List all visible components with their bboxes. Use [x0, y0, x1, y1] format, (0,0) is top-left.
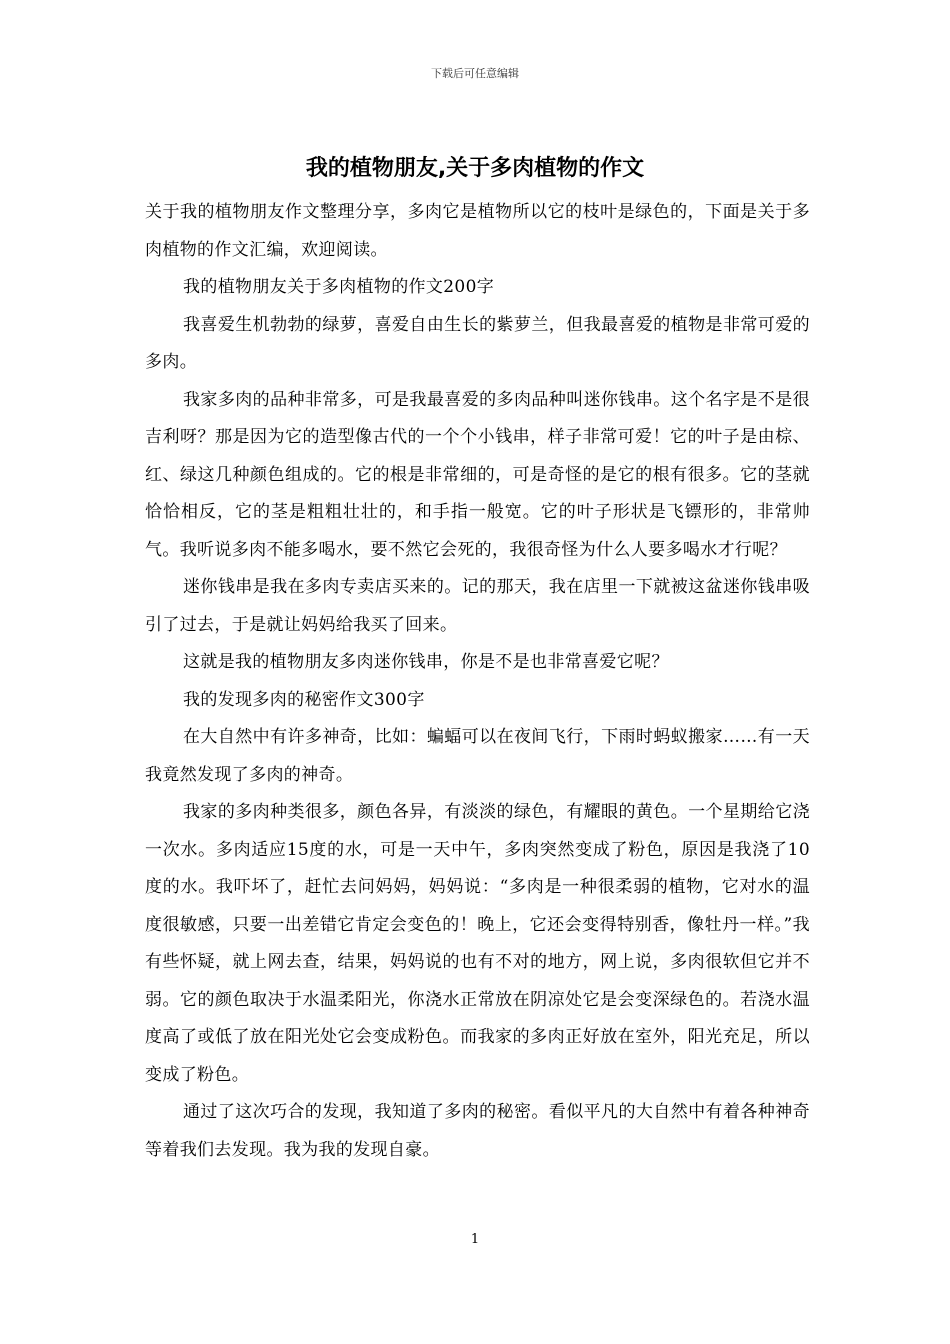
- paragraph: 通过了这次巧合的发现，我知道了多肉的秘密。看似平凡的大自然中有着各种神奇等着我们去发现。我为我的发现自豪。: [145, 1102, 810, 1160]
- section-heading-200: 我的植物朋友关于多肉植物的作文200字: [183, 277, 495, 297]
- paragraph: 迷你钱串是我在多肉专卖店买来的。记的那天，我在店里一下就被这盆迷你钱串吸引了过去，于是就让妈妈给我买了回来。: [145, 577, 810, 635]
- page-header: 下载后可任意编辑: [431, 67, 519, 80]
- paragraph: 我家的多肉种类很多，颜色各异，有淡淡的绿色，有耀眼的黄色。一个星期给它浇一次水。多肉适应15度的水，可是一天中午，多肉突然变成了粉色，原因是我浇了10度的水。我吓坏了，赶忙去问妈妈，妈妈说：“多肉是一种很柔弱的植物，它对水的温度很敏感，只要一出差错它肯定会变色的！晚上，它还会变得特别香，像牡丹一样。”我有些怀疑，就上网去查，结果，妈妈说的也有不对的地方，网上说，多肉很软但它并不弱。它的颜色取决于水温柔阳光，你浇水正常放在阴凉处它是会变深绿色的。若浇水温度高了或低了放在阳光处它会变成粉色。而我家的多肉正好放在室外，阳光充足，所以变成了粉色。: [145, 802, 810, 1085]
- document-title: 我的植物朋友,关于多肉植物的作文: [305, 156, 645, 181]
- page-number: 1: [470, 1232, 480, 1247]
- paragraph: 我家多肉的品种非常多，可是我最喜爱的多肉品种叫迷你钱串。这个名字是不是很吉利呀？那是因为它的造型像古代的一个个小钱串，样子非常可爱！它的叶子是由棕、红、绿这几种颜色组成的。它的根是非常细的，可是奇怪的是它的根有很多。它的茎就恰恰相反，它的茎是粗粗壮壮的，和手指一般宽。它的叶子形状是飞镖形的，非常帅气。我听说多肉不能多喝水，要不然它会死的，我很奇怪为什么人要多喝水才行呢？: [145, 389, 810, 560]
- document-body: [145, 194, 810, 1169]
- paragraph: 这就是我的植物朋友多肉迷你钱串，你是不是也非常喜爱它呢？: [183, 652, 669, 672]
- section-heading-300: 我的发现多肉的秘密作文300字: [183, 689, 425, 710]
- paragraph: 我喜爱生机勃勃的绿萝，喜爱自由生长的紫萝兰，但我最喜爱的植物是非常可爱的多肉。: [145, 314, 810, 372]
- paragraph: 在大自然中有许多神奇，比如：蝙蝠可以在夜间飞行，下雨时蚂蚁搬家……有一天我竟然发现了多肉的神奇。: [145, 727, 810, 785]
- paragraph-intro: 关于我的植物朋友作文整理分享，多肉它是植物所以它的枝叶是绿色的，下面是关于多肉植物的作文汇编，欢迎阅读。: [145, 202, 810, 260]
